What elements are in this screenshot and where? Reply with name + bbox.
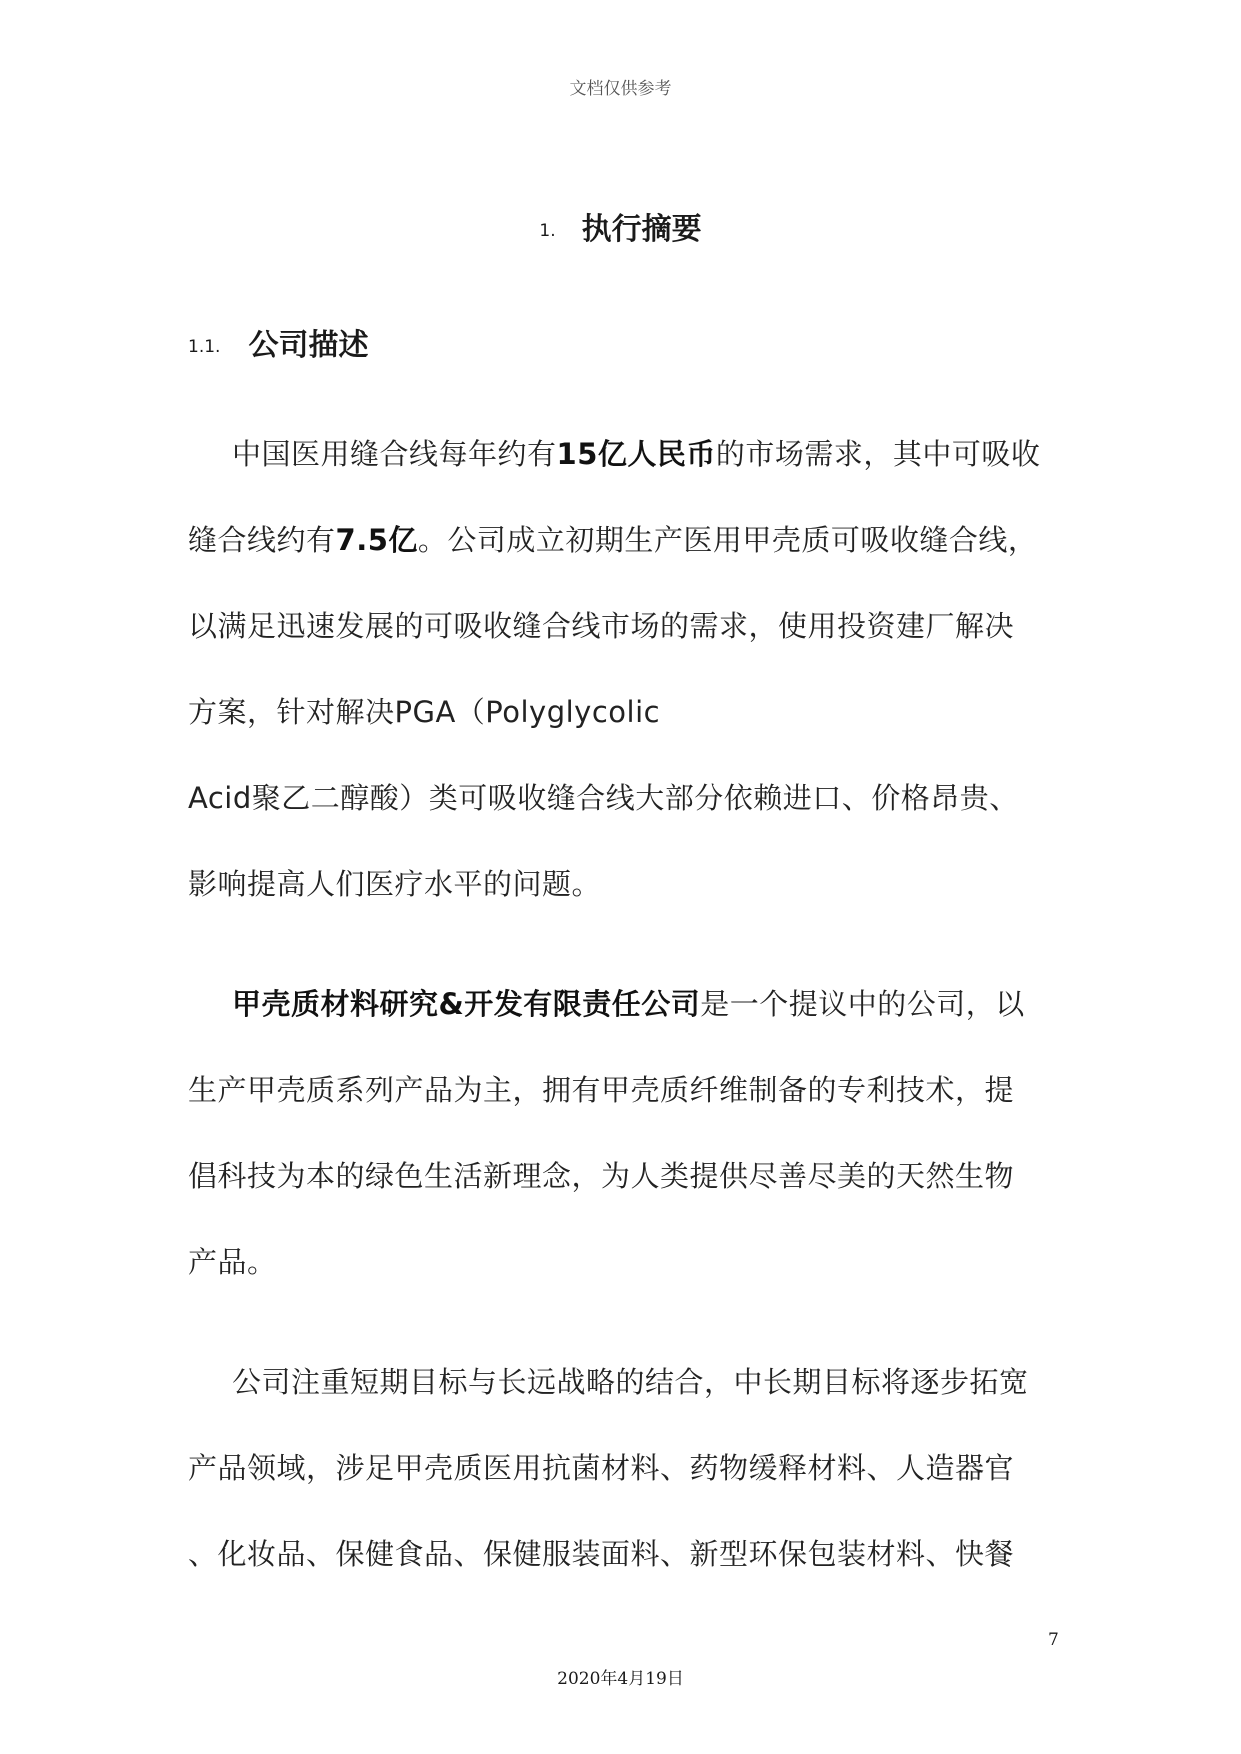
- paragraph-line: 公司注重短期目标与长远战略的结合，中长期目标将逐步拓宽: [232, 1365, 1029, 1399]
- footer-date: 2020年4月19日: [557, 1669, 684, 1689]
- paragraph-line: 生产甲壳质系列产品为主，拥有甲壳质纤维制备的专利技术，提: [188, 1073, 1015, 1107]
- paragraph-line: [232, 432, 1040, 473]
- text-run: 中国医用缝合线每年约有: [232, 437, 557, 471]
- section-title: 执行摘要: [581, 212, 702, 247]
- text-run: 缝合线约有: [188, 523, 336, 557]
- paragraph-line: [188, 518, 1037, 559]
- paragraph-line: [232, 982, 1025, 1023]
- paragraph-line: 影响提高人们医疗水平的问题。: [188, 867, 602, 901]
- text-run: 的市场需求，其中可吸收: [715, 437, 1041, 471]
- page-number: 7: [1048, 1630, 1059, 1650]
- subsection-number: 1.1.: [188, 336, 221, 357]
- subsection-title: 公司描述: [248, 328, 369, 363]
- text-run: 是一个提议中的公司，以: [700, 987, 1025, 1021]
- paragraph-line: 产品。: [188, 1245, 277, 1279]
- section-heading: [0, 204, 1241, 248]
- text-run: 。公司成立初期生产医用甲壳质可吸收缝合线，: [417, 523, 1038, 557]
- paragraph-line: 、化妆品、保健食品、保健服装面料、新型环保包装材料、快餐: [188, 1537, 1015, 1571]
- paragraph-line: 方案，针对解决PGA（Polyglycolic: [188, 695, 661, 729]
- paragraph-line: 倡科技为本的绿色生活新理念，为人类提供尽善尽美的天然生物: [188, 1159, 1015, 1193]
- paragraph-line: 以满足迅速发展的可吸收缝合线市场的需求，使用投资建厂解决: [188, 609, 1015, 643]
- subsection-heading: [188, 320, 368, 364]
- paragraph-line: Acid聚乙二醇酸）类可吸收缝合线大部分依赖进口、价格昂贵、: [188, 781, 1019, 815]
- section-number: 1.: [539, 220, 556, 241]
- bold-text-run: 7.5亿: [335, 523, 418, 557]
- bold-text-run: 15亿人民币: [556, 437, 716, 471]
- bold-text-run: 甲壳质材料研究&开发有限责任公司: [232, 987, 701, 1021]
- header-note: 文档仅供参考: [569, 79, 672, 99]
- paragraph-line: 产品领域，涉足甲壳质医用抗菌材料、药物缓释材料、人造器官: [188, 1451, 1015, 1485]
